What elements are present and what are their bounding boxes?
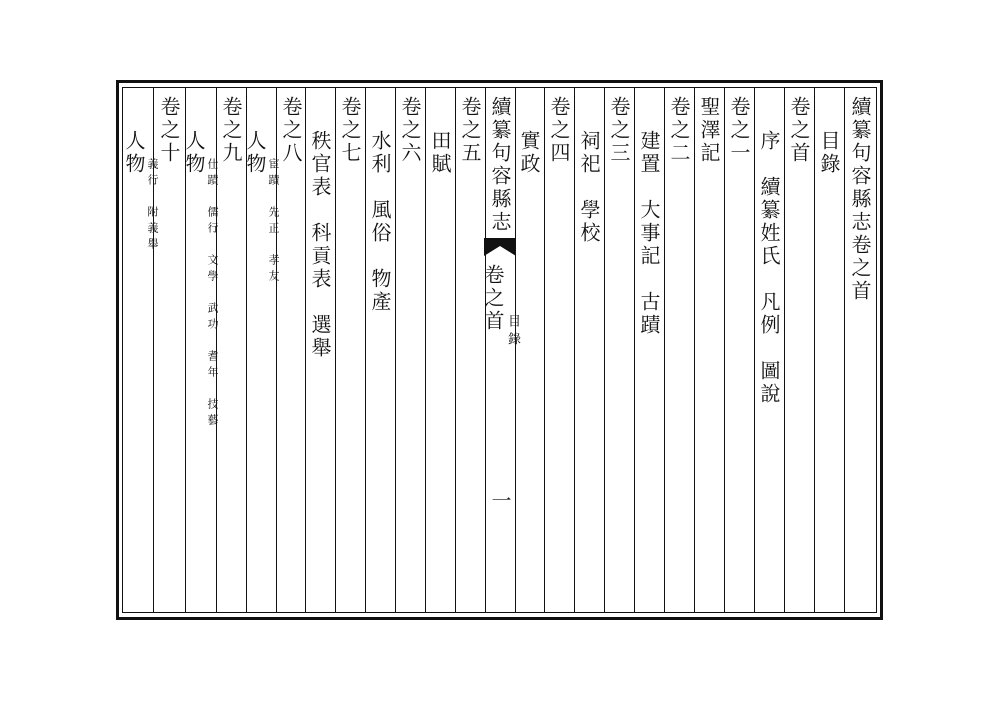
column-divider [724, 87, 725, 613]
column-divider [544, 87, 545, 613]
toc-column [517, 96, 541, 176]
column-divider [634, 87, 635, 613]
section-subentries: 宦蹟 先正 孝友 [267, 158, 280, 286]
fold-book-title: 續纂句容縣志 [488, 96, 512, 234]
volume-label: 卷之三 [607, 96, 631, 165]
toc-column [547, 96, 571, 165]
toc-column [637, 96, 661, 337]
contents-heading: 目錄 [817, 130, 841, 176]
toc-column [577, 96, 601, 245]
column-divider [844, 87, 845, 613]
column-divider [664, 87, 665, 613]
toc-column [697, 96, 721, 165]
toc-column [308, 96, 332, 360]
fold-volume: 卷之首 [481, 264, 505, 333]
section-entry: 秩官表 科貢表 選舉 [308, 130, 332, 360]
toc-column [219, 96, 243, 165]
volume-label: 卷之首 [787, 96, 811, 165]
section-main: 人物 [182, 130, 206, 176]
column-divider [455, 87, 456, 613]
volume-label: 卷之十 [157, 96, 181, 165]
fishtail-mark-icon [484, 236, 516, 258]
section-main: 人物 [243, 130, 267, 176]
toc-column [122, 96, 159, 254]
section-main: 人物 [122, 130, 146, 176]
section-entry: 建置 大事記 古蹟 [637, 130, 661, 337]
toc-column [428, 96, 452, 176]
section-entry: 田賦 [428, 130, 452, 176]
toc-column [279, 96, 303, 165]
volume-label: 卷之七 [338, 96, 362, 165]
volume-label: 卷之九 [219, 96, 243, 165]
section-entry: 實政 [517, 130, 541, 176]
column-divider [335, 87, 336, 613]
toc-column [182, 96, 219, 430]
toc-column [667, 96, 691, 165]
column-divider [814, 87, 815, 613]
column-divider [305, 87, 306, 613]
section-entry: 水利 風俗 物產 [368, 130, 392, 314]
toc-column [787, 96, 811, 165]
section-subentries: 仕蹟 儒行 文學 武功 耆年 技藝 [206, 158, 219, 430]
column-divider [754, 87, 755, 613]
column-divider [574, 87, 575, 613]
column-divider [395, 87, 396, 613]
volume-label: 卷之五 [458, 96, 482, 165]
volume-label: 卷之四 [547, 96, 571, 165]
section-entry: 祠祀 學校 [577, 130, 601, 245]
volume-label: 卷之二 [667, 96, 691, 165]
column-divider [485, 87, 486, 613]
fold-volume-group [481, 264, 519, 350]
section-entry [243, 130, 279, 286]
toc-column [757, 96, 781, 406]
toc-column [607, 96, 631, 165]
toc-column [398, 96, 422, 165]
fold-section: 目錄 [505, 314, 520, 350]
section-entry [122, 130, 158, 254]
heading-column [817, 96, 841, 176]
section-subentries: 義行 附義舉 [146, 158, 159, 254]
section-entry [182, 130, 218, 430]
volume-label: 卷之一 [727, 96, 751, 165]
column-divider [784, 87, 785, 613]
document-title: 續纂句容縣志卷之首 [848, 96, 872, 303]
column-divider [694, 87, 695, 613]
toc-column [458, 96, 482, 165]
toc-column [157, 96, 181, 165]
center-fold-column [481, 96, 520, 513]
column-divider [365, 87, 366, 613]
section-entry: 序 續纂姓氏 凡例 圖說 [757, 130, 781, 406]
volume-label: 卷之八 [279, 96, 303, 165]
toc-column [338, 96, 362, 165]
title-column [848, 96, 872, 303]
page-number: 一 [488, 490, 512, 513]
column-divider [515, 87, 516, 613]
toc-column [243, 96, 280, 286]
section-entry: 聖澤記 [697, 96, 721, 165]
toc-column [368, 96, 392, 314]
column-divider [604, 87, 605, 613]
column-divider [425, 87, 426, 613]
toc-column [727, 96, 751, 165]
volume-label: 卷之六 [398, 96, 422, 165]
